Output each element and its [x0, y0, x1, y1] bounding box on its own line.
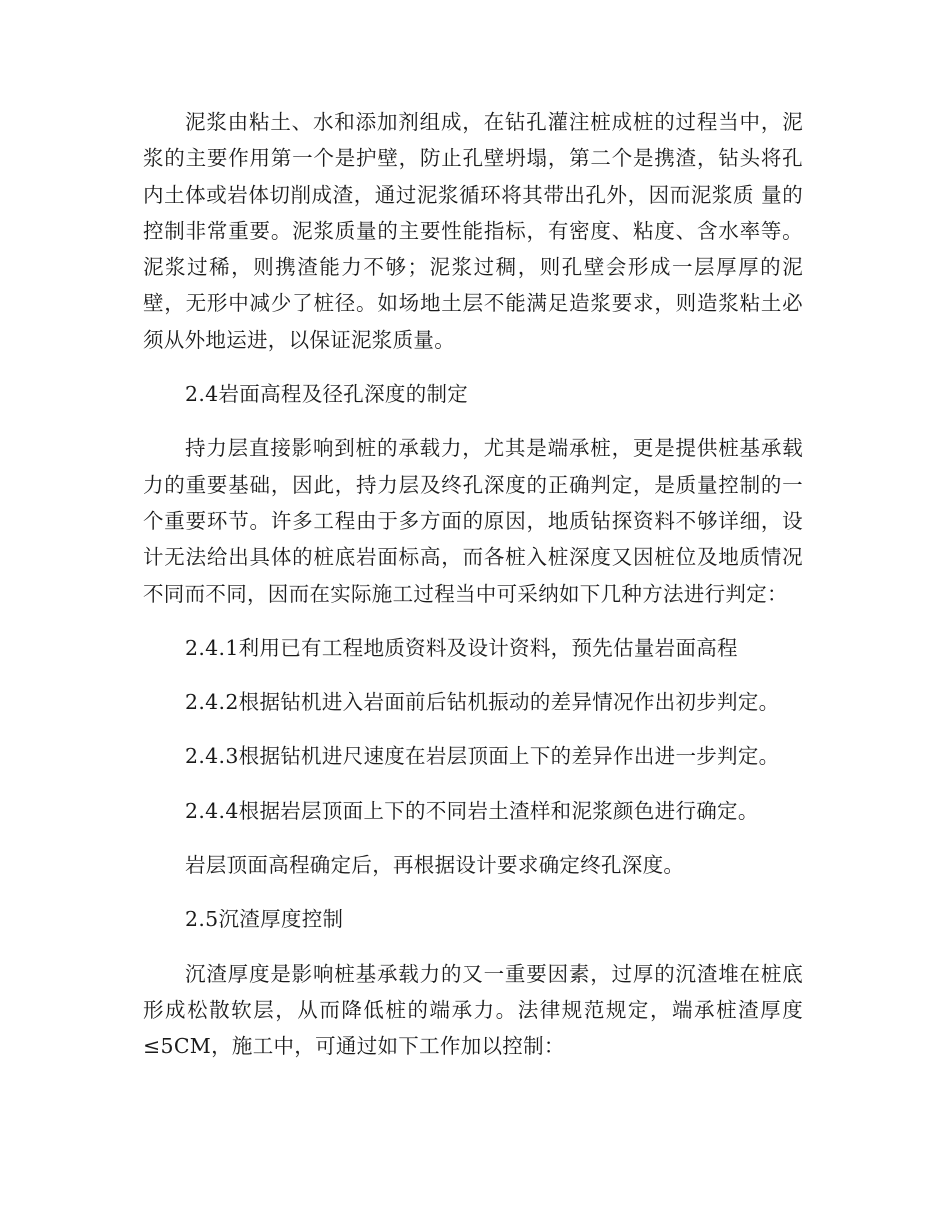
- item-2-4-1: 2.4.1利用已有工程地质资料及设计资料，预先估量岩面高程: [185, 635, 738, 660]
- document-page: [143, 104, 803, 1065]
- heading-2-4: 2.4岩面高程及径孔深度的制定: [185, 382, 469, 407]
- paragraph-final-depth: 岩层顶面高程确定后，再根据设计要求确定终孔深度。: [185, 853, 685, 878]
- paragraph-mud-role: 泥浆由粘土、水和添加剂组成，在钻孔灌注桩成桩的过程当中，泥浆的主要作用第一个是护壁，防止孔壁坍塌，第二个是携渣，钻头将孔内土体或岩体切削成渣，通过泥浆循环将其带出孔外，因而泥浆质 量的控制非常重要。泥浆质量的主要性能指标，有密度、粘度、含水率等。泥浆过稀，则携渣能力不够；泥浆过稠，则孔壁会形成一层厚厚的泥壁，无形中减少了桩径。如场地土层不能满足造浆要求，则造浆粘土必须从外地运进，以保证泥浆质量。: [143, 110, 803, 352]
- paragraph-sediment: 沉渣厚度是影响桩基承载力的又一重要因素，过厚的沉渣堆在桩底形成松散软层，从而降低桩的端承力。法律规范规定，端承桩渣厚度≤5CM，施工中，可通过如下工作加以控制：: [143, 961, 803, 1059]
- item-2-4-2: 2.4.2根据钻机进入岩面前后钻机振动的差异情况作出初步判定。: [185, 690, 780, 715]
- item-2-4-3: 2.4.3根据钻机进尺速度在岩层顶面上下的差异作出进一步判定。: [185, 744, 780, 769]
- item-2-4-4: 2.4.4根据岩层顶面上下的不同岩土渣样和泥浆颜色进行确定。: [185, 798, 759, 823]
- heading-2-5: 2.5沉渣厚度控制: [185, 907, 344, 932]
- paragraph-bearing-layer: 持力层直接影响到桩的承载力，尤其是端承桩，更是提供桩基承载力的重要基础，因此，持力层及终孔深度的正确判定，是质量控制的一个重要环节。许多工程由于多方面的原因，地质钻探资料不够详细，设计无法给出具体的桩底岩面标高，而各桩入桩深度又因桩位及地质情况不同而不同，因而在实际施工过程当中可采纳如下几种方法进行判定：: [143, 436, 803, 606]
